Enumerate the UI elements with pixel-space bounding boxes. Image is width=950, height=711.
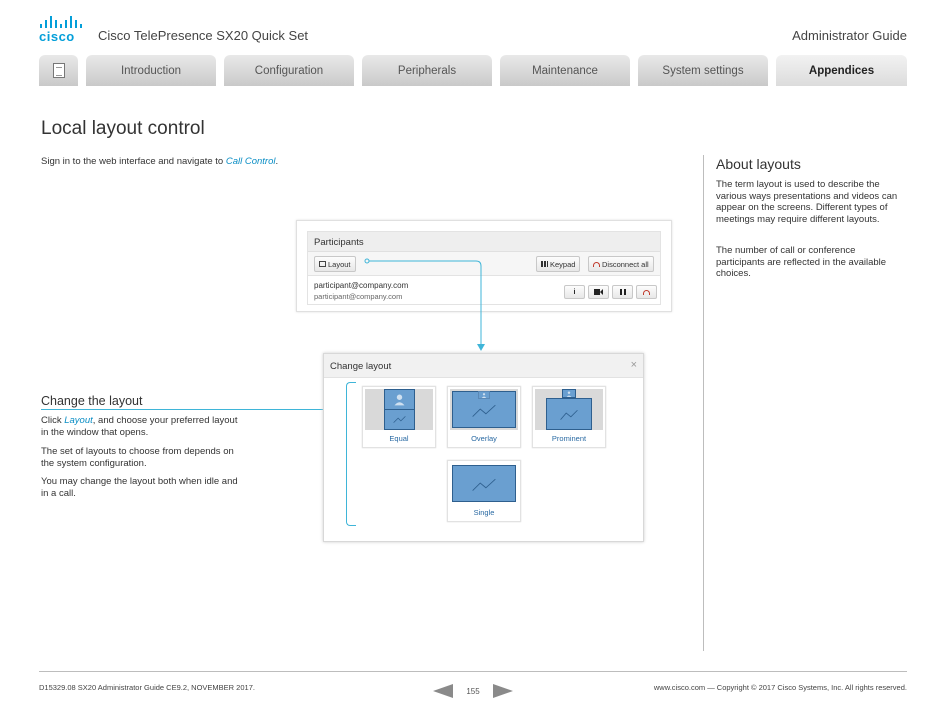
layout-button-label: Layout	[328, 259, 351, 269]
equal-label: Equal	[389, 434, 409, 443]
options-bracket	[346, 382, 356, 526]
prominent-tile-small	[562, 389, 576, 398]
footer-copyright: www.cisco.com — Copyright © 2017 Cisco Systems, Inc. All rights reserved.	[653, 683, 907, 692]
participants-title: Participants	[308, 232, 660, 252]
page-number: 155	[466, 687, 480, 696]
change-layout-paragraph-2: The set of layouts to choose from depends on the system configuration.	[41, 446, 234, 469]
prominent-tile-main	[546, 398, 592, 430]
p1-end: , and choose your preferred layout in the window that opens.	[41, 415, 238, 438]
intro-text	[41, 156, 278, 167]
person-icon	[385, 390, 414, 409]
nav-tabs	[39, 55, 907, 86]
equal-tile-bottom	[384, 409, 415, 430]
cisco-logo	[39, 16, 85, 44]
disconnect-all-button[interactable]	[588, 256, 654, 272]
page-title: Local layout control	[41, 118, 205, 139]
tab-introduction[interactable]: Introduction	[86, 55, 216, 86]
pause-icon	[620, 289, 626, 295]
keypad-button-label: Keypad	[550, 259, 576, 269]
participants-panel	[307, 231, 661, 305]
close-icon[interactable]: ×	[630, 359, 637, 371]
prominent-thumbnail	[535, 389, 603, 430]
layout-icon	[319, 261, 326, 267]
overlay-tile-small	[478, 391, 490, 399]
p1-start: Click	[41, 415, 65, 426]
intro-text-start: Sign in to the web interface and navigate to	[41, 156, 226, 167]
camera-icon	[594, 289, 603, 295]
overlay-label: Overlay	[471, 434, 497, 443]
about-layouts-heading: About layouts	[716, 156, 801, 172]
layout-option-equal[interactable]	[362, 386, 436, 448]
footer-divider	[39, 671, 907, 672]
change-layout-dialog	[323, 353, 644, 542]
equal-tile-top	[384, 389, 415, 410]
participants-toolbar	[308, 252, 660, 276]
person-icon	[563, 390, 575, 397]
participant-uri: participant@company.com	[314, 292, 403, 301]
change-layout-title	[324, 354, 643, 378]
hangup-icon	[593, 262, 600, 267]
change-layout-title-text: Change layout	[330, 361, 392, 372]
hangup-button[interactable]	[636, 285, 657, 299]
keypad-icon	[541, 261, 548, 267]
end-call-icon	[643, 290, 650, 295]
single-thumbnail	[450, 463, 518, 504]
overlay-thumbnail	[450, 389, 518, 430]
tab-contents[interactable]	[39, 55, 78, 86]
callout-line	[41, 409, 346, 410]
tab-configuration[interactable]: Configuration	[224, 55, 354, 86]
cisco-logo-bars	[40, 16, 85, 28]
about-paragraph-2: The number of call or conference participants are reflected in the available choices.	[716, 245, 887, 279]
tab-system-settings[interactable]: System settings	[638, 55, 768, 86]
layout-link[interactable]: Layout	[64, 415, 93, 426]
participants-screenshot	[296, 220, 672, 312]
tab-appendices[interactable]: Appendices	[776, 55, 907, 86]
single-label: Single	[473, 508, 495, 517]
column-divider	[703, 155, 704, 651]
tab-maintenance[interactable]: Maintenance	[500, 55, 630, 86]
participant-name: participant@company.com	[314, 281, 409, 290]
video-trend-icon	[385, 410, 414, 429]
single-tile-main	[452, 465, 516, 502]
tab-peripherals[interactable]: Peripherals	[362, 55, 492, 86]
change-layout-paragraph-1	[41, 415, 241, 438]
document-title: Cisco TelePresence SX20 Quick Set	[98, 28, 309, 43]
layout-option-single[interactable]	[447, 460, 521, 522]
next-page-arrow-icon[interactable]	[493, 684, 513, 698]
about-paragraph-1: The term layout is used to describe the various ways presentations and videos can appear on the screens. Different types of meetings may require different layouts.	[716, 179, 898, 225]
video-button[interactable]	[588, 285, 609, 299]
video-trend-icon	[547, 399, 591, 429]
prominent-label: Prominent	[551, 434, 587, 443]
info-icon: i	[573, 288, 576, 296]
keypad-button[interactable]	[536, 256, 580, 272]
guide-title: Administrator Guide	[792, 28, 907, 43]
document-icon	[53, 63, 65, 78]
change-layout-paragraph-3: You may change the layout both when idle and in a call.	[41, 476, 238, 499]
footer-document-id: D15329.08 SX20 Administrator Guide CE9.2, NOVEMBER 2017.	[39, 683, 255, 692]
hold-button[interactable]	[612, 285, 633, 299]
video-trend-icon	[453, 466, 515, 501]
pager	[433, 683, 513, 699]
call-control-link[interactable]: Call Control	[225, 156, 276, 167]
participant-row	[308, 276, 660, 304]
person-icon	[479, 392, 489, 398]
layout-option-prominent[interactable]	[532, 386, 606, 448]
change-layout-heading: Change the layout	[41, 394, 143, 408]
cisco-logo-word: cisco	[39, 29, 75, 44]
equal-thumbnail	[365, 389, 433, 430]
layout-option-overlay[interactable]	[447, 386, 521, 448]
intro-text-end: .	[275, 156, 279, 167]
layout-button[interactable]	[314, 256, 356, 272]
disconnect-all-label: Disconnect all	[602, 259, 649, 269]
info-button[interactable]	[564, 285, 585, 299]
